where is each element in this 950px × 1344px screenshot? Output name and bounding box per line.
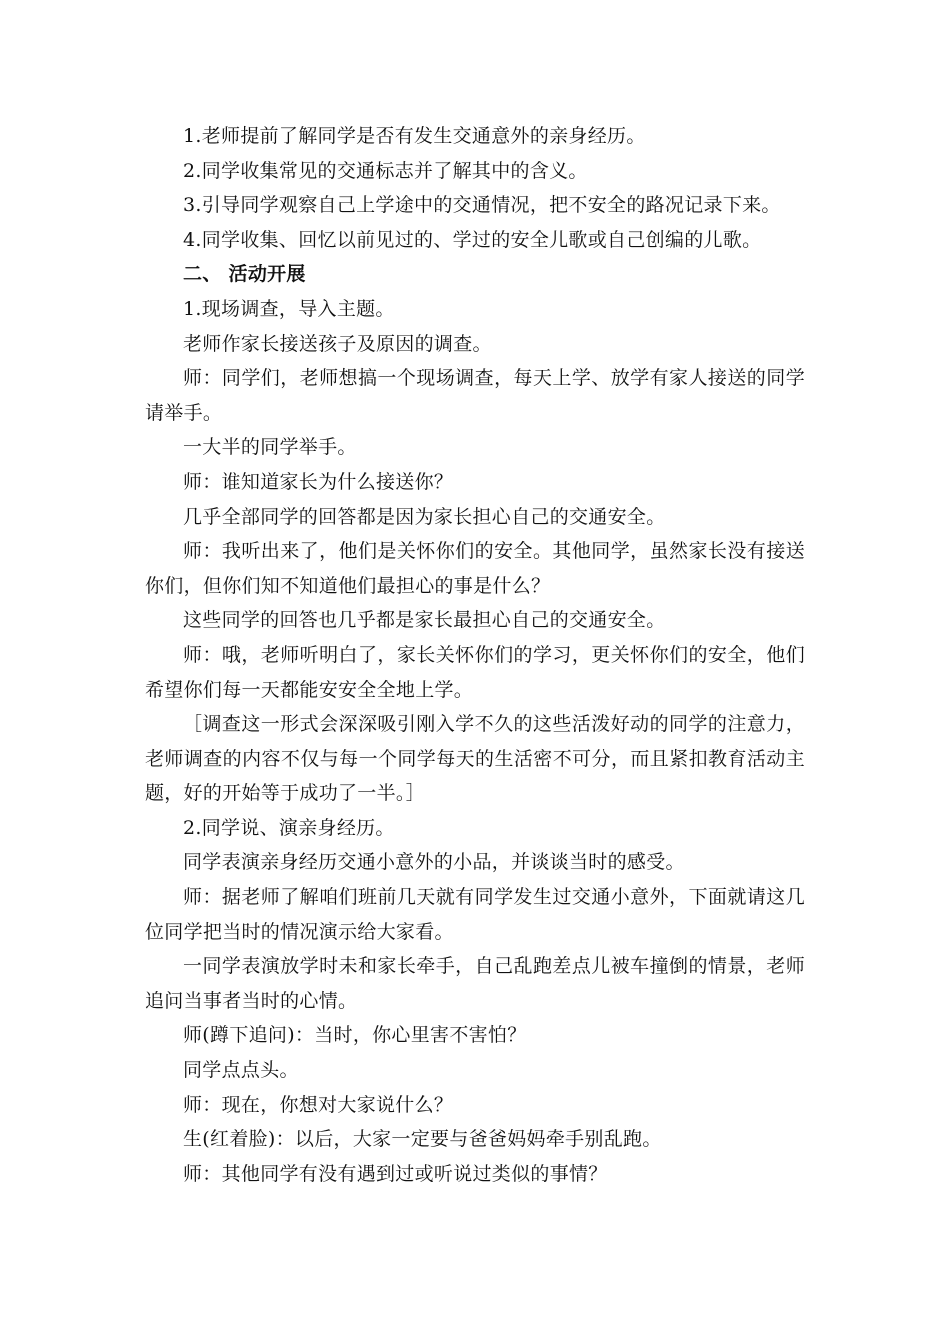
- dialogue-paragraph: 师：我听出来了，他们是关怀你们的安全。其他同学，虽然家长没有接送你们，但你们知不知道他们最担心的事是什么？: [145, 540, 805, 597]
- prep-item-3: 3.引导同学观察自己上学途中的交通情况，把不安全的路况记录下来。: [183, 194, 781, 217]
- commentary-paragraph: ［调查这一形式会深深吸引刚入学不久的这些活泼好动的同学的注意力，老师调查的内容不仅与每一个同学每天的生活密不可分，而且紧扣教育活动主题，好的开始等于成功了一半。］: [145, 713, 805, 805]
- dialogue-paragraph: 师：同学们，老师想搞一个现场调查，每天上学、放学有家人接送的同学请举手。: [145, 367, 805, 424]
- step-heading-1: 1.现场调查，导入主题。: [183, 297, 395, 320]
- dialogue-paragraph: 师：现在，你想对大家说什么？: [183, 1093, 454, 1116]
- paragraph: 同学点点头。: [183, 1059, 299, 1082]
- prep-item-2: 2.同学收集常见的交通标志并了解其中的含义。: [183, 159, 588, 182]
- prep-item-1: 1.老师提前了解同学是否有发生交通意外的亲身经历。: [183, 125, 646, 147]
- paragraph: 几乎全部同学的回答都是因为家长担心自己的交通安全。: [183, 505, 666, 528]
- dialogue-paragraph: 师：其他同学有没有遇到过或听说过类似的事情？: [183, 1162, 608, 1185]
- step-heading-2: 2.同学说、演亲身经历。: [183, 816, 395, 839]
- dialogue-paragraph: 师：谁知道家长为什么接送你？: [183, 470, 454, 493]
- paragraph: 老师作家长接送孩子及原因的调查。: [183, 332, 492, 355]
- paragraph: 同学表演亲身经历交通小意外的小品，并谈谈当时的感受。: [183, 851, 685, 874]
- dialogue-paragraph: 师(蹲下追问)：当时，你心里害不害怕？: [183, 1024, 527, 1047]
- paragraph: 这些同学的回答也几乎都是家长最担心自己的交通安全。: [183, 609, 666, 632]
- paragraph: 一同学表演放学时未和家长牵手，自己乱跑差点儿被车撞倒的情景，老师追问当事者当时的心情。: [145, 955, 805, 1012]
- section-heading: 二、 活动开展: [183, 263, 306, 286]
- dialogue-paragraph: 师：哦，老师听明白了，家长关怀你们的学习，更关怀你们的安全，他们希望你们每一天都能安安全全地上学。: [145, 643, 805, 701]
- dialogue-paragraph: 师：据老师了解咱们班前几天就有同学发生过交通小意外，下面就请这几位同学把当时的情况演示给大家看。: [145, 886, 805, 943]
- prep-item-4: 4.同学收集、回忆以前见过的、学过的安全儿歌或自己创编的儿歌。: [183, 228, 762, 251]
- dialogue-paragraph: 生(红着脸)：以后，大家一定要与爸爸妈妈牵手别乱跑。: [183, 1128, 662, 1151]
- document-body: [145, 119, 805, 1191]
- paragraph: 一大半的同学举手。: [183, 436, 357, 459]
